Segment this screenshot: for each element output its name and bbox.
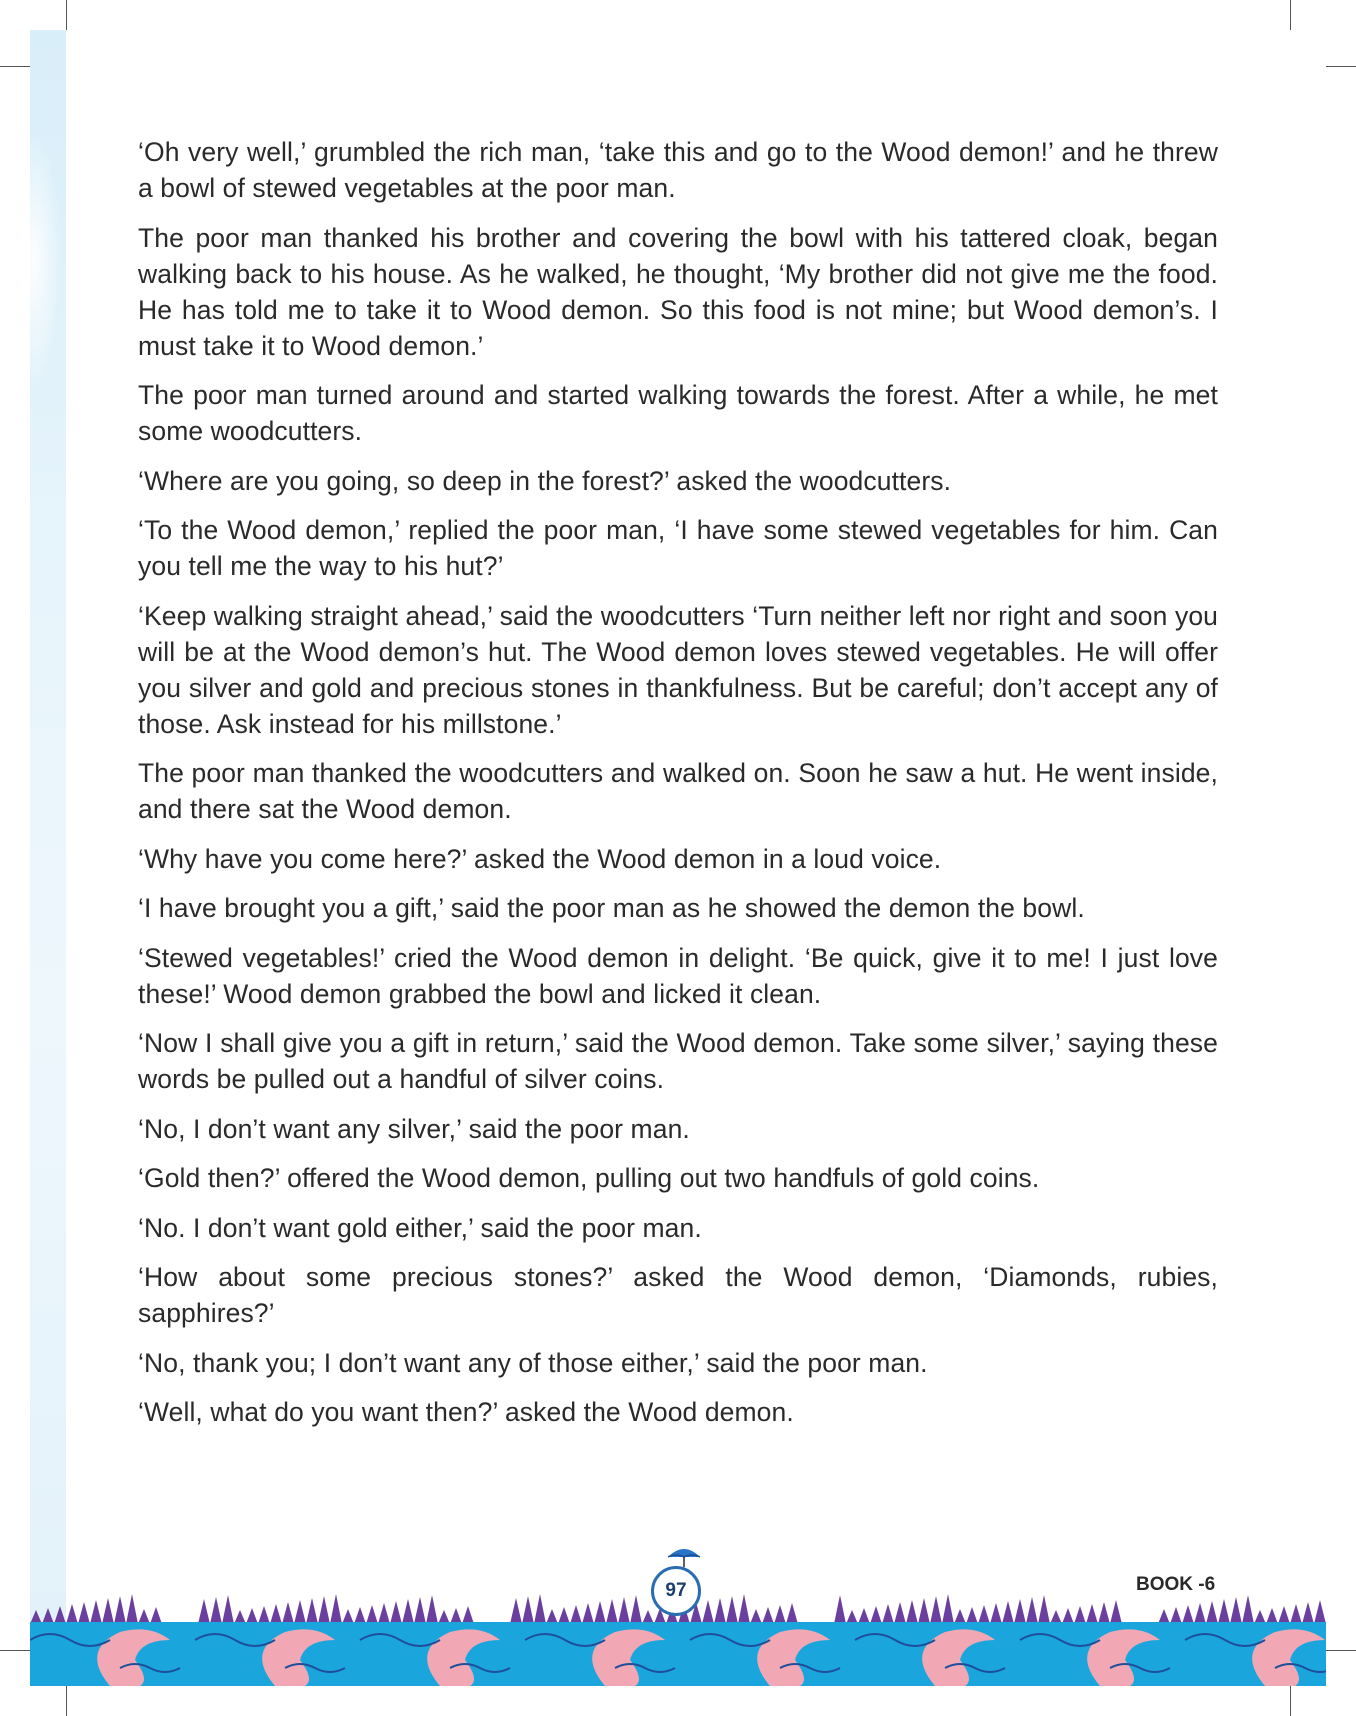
tree-icon — [1170, 1607, 1182, 1624]
tree-icon — [702, 1600, 714, 1624]
tree-icon — [42, 1608, 54, 1624]
tree-icon — [210, 1597, 222, 1624]
tree-icon — [90, 1600, 102, 1624]
crop-mark — [66, 1686, 67, 1716]
crop-mark — [1326, 1650, 1356, 1651]
tree-icon — [1182, 1605, 1194, 1624]
tree-icon — [1098, 1602, 1110, 1624]
crop-mark — [1326, 66, 1356, 67]
tree-icon — [774, 1605, 786, 1624]
tree-icon — [750, 1609, 762, 1624]
tree-icon — [618, 1597, 630, 1624]
tree-icon — [522, 1596, 534, 1624]
tree-icon — [318, 1596, 330, 1624]
paragraph: The poor man thanked his brother and covering the bowl with his tattered cloak, began walking back to his house. As he walked, he thought, ‘My brother did not give me the food. He has told me to take it to Wood demon. So this food is not mine; but Wood demon’s. I must take it to Wood demon.’ — [138, 222, 1218, 361]
tree-icon — [282, 1602, 294, 1624]
paragraph: ‘To the Wood demon,’ replied the poor man, ‘I have some stewed vegetables for him. Can you tell me the way to his hut?’ — [138, 515, 1218, 581]
tree-icon — [858, 1608, 870, 1624]
paragraph: ‘Keep walking straight ahead,’ said the woodcutters ‘Turn neither left nor right and soon you will be at the Wood demon’s hut. The Wood demon loves stewed vegetables. He will offer you silver and gold and precious stones in thankfulness. But be careful; don’t accept any of those. Ask instead for his millstone.’ — [138, 600, 1218, 739]
paragraph: ‘Oh very well,’ grumbled the rich man, ‘take this and go to the Wood demon!’ and he threw a bowl of stewed vegetables at the poor man. — [138, 137, 1218, 203]
tree-icon — [198, 1599, 210, 1624]
story-text — [138, 134, 1218, 1444]
tree-icon — [306, 1598, 318, 1624]
tree-icon — [1218, 1599, 1230, 1624]
tree-icon — [738, 1594, 750, 1624]
decorative-side-band — [30, 30, 66, 1670]
tree-icon — [930, 1596, 942, 1624]
tree-icon — [870, 1606, 882, 1624]
tree-icon — [354, 1607, 366, 1624]
tree-icon — [726, 1596, 738, 1624]
tree-icon — [510, 1598, 522, 1624]
tree-icon — [1014, 1599, 1026, 1624]
paragraph: ‘No, thank you; I don’t want any of those either,’ said the poor man. — [138, 1347, 928, 1378]
tree-icon — [582, 1603, 594, 1624]
tree-icon — [1086, 1604, 1098, 1624]
tree-icon — [1158, 1609, 1170, 1624]
book-label: BOOK -6 — [1136, 1574, 1216, 1595]
tree-icon — [138, 1609, 150, 1624]
paragraph: ‘I have brought you a gift,’ said the poor man as he showed the demon the bowl. — [138, 893, 1085, 923]
tree-icon — [978, 1605, 990, 1624]
tree-icon — [894, 1602, 906, 1624]
crop-mark — [1290, 1686, 1291, 1716]
tree-icon — [786, 1603, 798, 1624]
paragraph: ‘Well, what do you want then?’ asked the Wood demon. — [138, 1397, 794, 1427]
tree-icon — [102, 1598, 114, 1624]
tree-icon — [714, 1598, 726, 1624]
tree-icon — [954, 1609, 966, 1624]
tree-icon — [546, 1609, 558, 1624]
tree-icon — [1074, 1606, 1086, 1624]
paragraph: ‘Stewed vegetables!’ cried the Wood demon in delight. ‘Be quick, give it to me! I just love these!’ Wood demon grabbed the bowl and licked it clean. — [138, 942, 1218, 1009]
tree-icon — [570, 1605, 582, 1624]
tree-icon — [462, 1606, 474, 1624]
tree-icon — [78, 1602, 90, 1624]
tree-icon — [918, 1598, 930, 1624]
tree-icon — [1026, 1597, 1038, 1624]
page-number-badge — [651, 1566, 701, 1616]
tree-icon — [834, 1595, 846, 1624]
crop-mark — [66, 0, 67, 30]
tree-icon — [222, 1595, 234, 1624]
tree-icon — [1002, 1601, 1014, 1624]
tree-icon — [294, 1600, 306, 1624]
tree-icon — [30, 1610, 42, 1624]
tree-icon — [330, 1594, 342, 1624]
tree-icon — [558, 1607, 570, 1624]
tree-icon — [882, 1604, 894, 1624]
tree-icon — [1050, 1610, 1062, 1624]
umbrella-icon — [664, 1543, 704, 1569]
tree-icon — [366, 1605, 378, 1624]
paragraph: The poor man turned around and started walking towards the forest. After a while, he met some woodcutters. — [138, 380, 1218, 446]
paragraph: ‘How about some precious stones?’ asked the Wood demon, ‘Diamonds, rubies, sapphires?’ — [138, 1262, 1218, 1328]
tree-icon — [642, 1610, 654, 1624]
tree-icon — [234, 1610, 246, 1624]
tree-icon — [54, 1606, 66, 1624]
tree-icon — [414, 1597, 426, 1624]
paragraph: The poor man thanked the woodcutters and walked on. Soon he saw a hut. He went inside, and there sat the Wood demon. — [138, 758, 1218, 824]
tree-icon — [1254, 1610, 1266, 1624]
tree-icon — [1266, 1608, 1278, 1624]
paragraph: ‘Why have you come here?’ asked the Wood demon in a loud voice. — [138, 843, 942, 874]
tree-icon — [1230, 1597, 1242, 1624]
page-number: 97 — [665, 1580, 687, 1601]
tree-icon — [1206, 1601, 1218, 1624]
tree-icon — [990, 1603, 1002, 1624]
tree-icon — [846, 1610, 858, 1624]
tree-icon — [762, 1607, 774, 1624]
tree-icon — [1242, 1595, 1254, 1624]
paragraph: ‘No. I don’t want gold either,’ said the poor man. — [138, 1212, 702, 1243]
tree-icon — [630, 1595, 642, 1624]
tree-icon — [534, 1594, 546, 1624]
tree-icon — [1110, 1600, 1122, 1624]
tree-icon — [66, 1604, 78, 1624]
crop-mark — [1290, 0, 1291, 30]
tree-icon — [594, 1601, 606, 1624]
tree-icon — [390, 1601, 402, 1624]
tree-icon — [378, 1603, 390, 1624]
paragraph: ‘Where are you going, so deep in the forest?’ asked the woodcutters. — [138, 465, 952, 496]
tree-icon — [270, 1604, 282, 1624]
tree-icon — [114, 1596, 126, 1624]
tree-icon — [966, 1607, 978, 1624]
tree-icon — [1302, 1602, 1314, 1624]
tree-icon — [258, 1606, 270, 1624]
tree-icon — [942, 1594, 954, 1624]
tree-icon — [906, 1600, 918, 1624]
tree-icon — [1038, 1595, 1050, 1624]
tree-icon — [342, 1609, 354, 1624]
tree-icon — [402, 1599, 414, 1624]
crop-mark — [0, 66, 30, 67]
tree-icon — [1314, 1600, 1326, 1624]
tree-icon — [426, 1595, 438, 1624]
tree-icon — [246, 1608, 258, 1624]
crop-mark — [0, 1650, 30, 1651]
tree-icon — [126, 1594, 138, 1624]
paragraph: ‘Gold then?’ offered the Wood demon, pulling out two handfuls of gold coins. — [138, 1163, 1040, 1193]
tree-icon — [450, 1608, 462, 1624]
tree-icon — [150, 1607, 162, 1624]
tree-icon — [1278, 1606, 1290, 1624]
tree-icon — [1062, 1608, 1074, 1624]
tree-icon — [1194, 1603, 1206, 1624]
paragraph: ‘Now I shall give you a gift in return,’ said the Wood demon. Take some silver,’ saying these words be pulled out a handful of silver coins. — [138, 1028, 1218, 1094]
tree-icon — [606, 1599, 618, 1624]
paragraph: ‘No, I don’t want any silver,’ said the poor man. — [138, 1113, 690, 1144]
tree-icon — [1290, 1604, 1302, 1624]
tree-icon — [438, 1610, 450, 1624]
